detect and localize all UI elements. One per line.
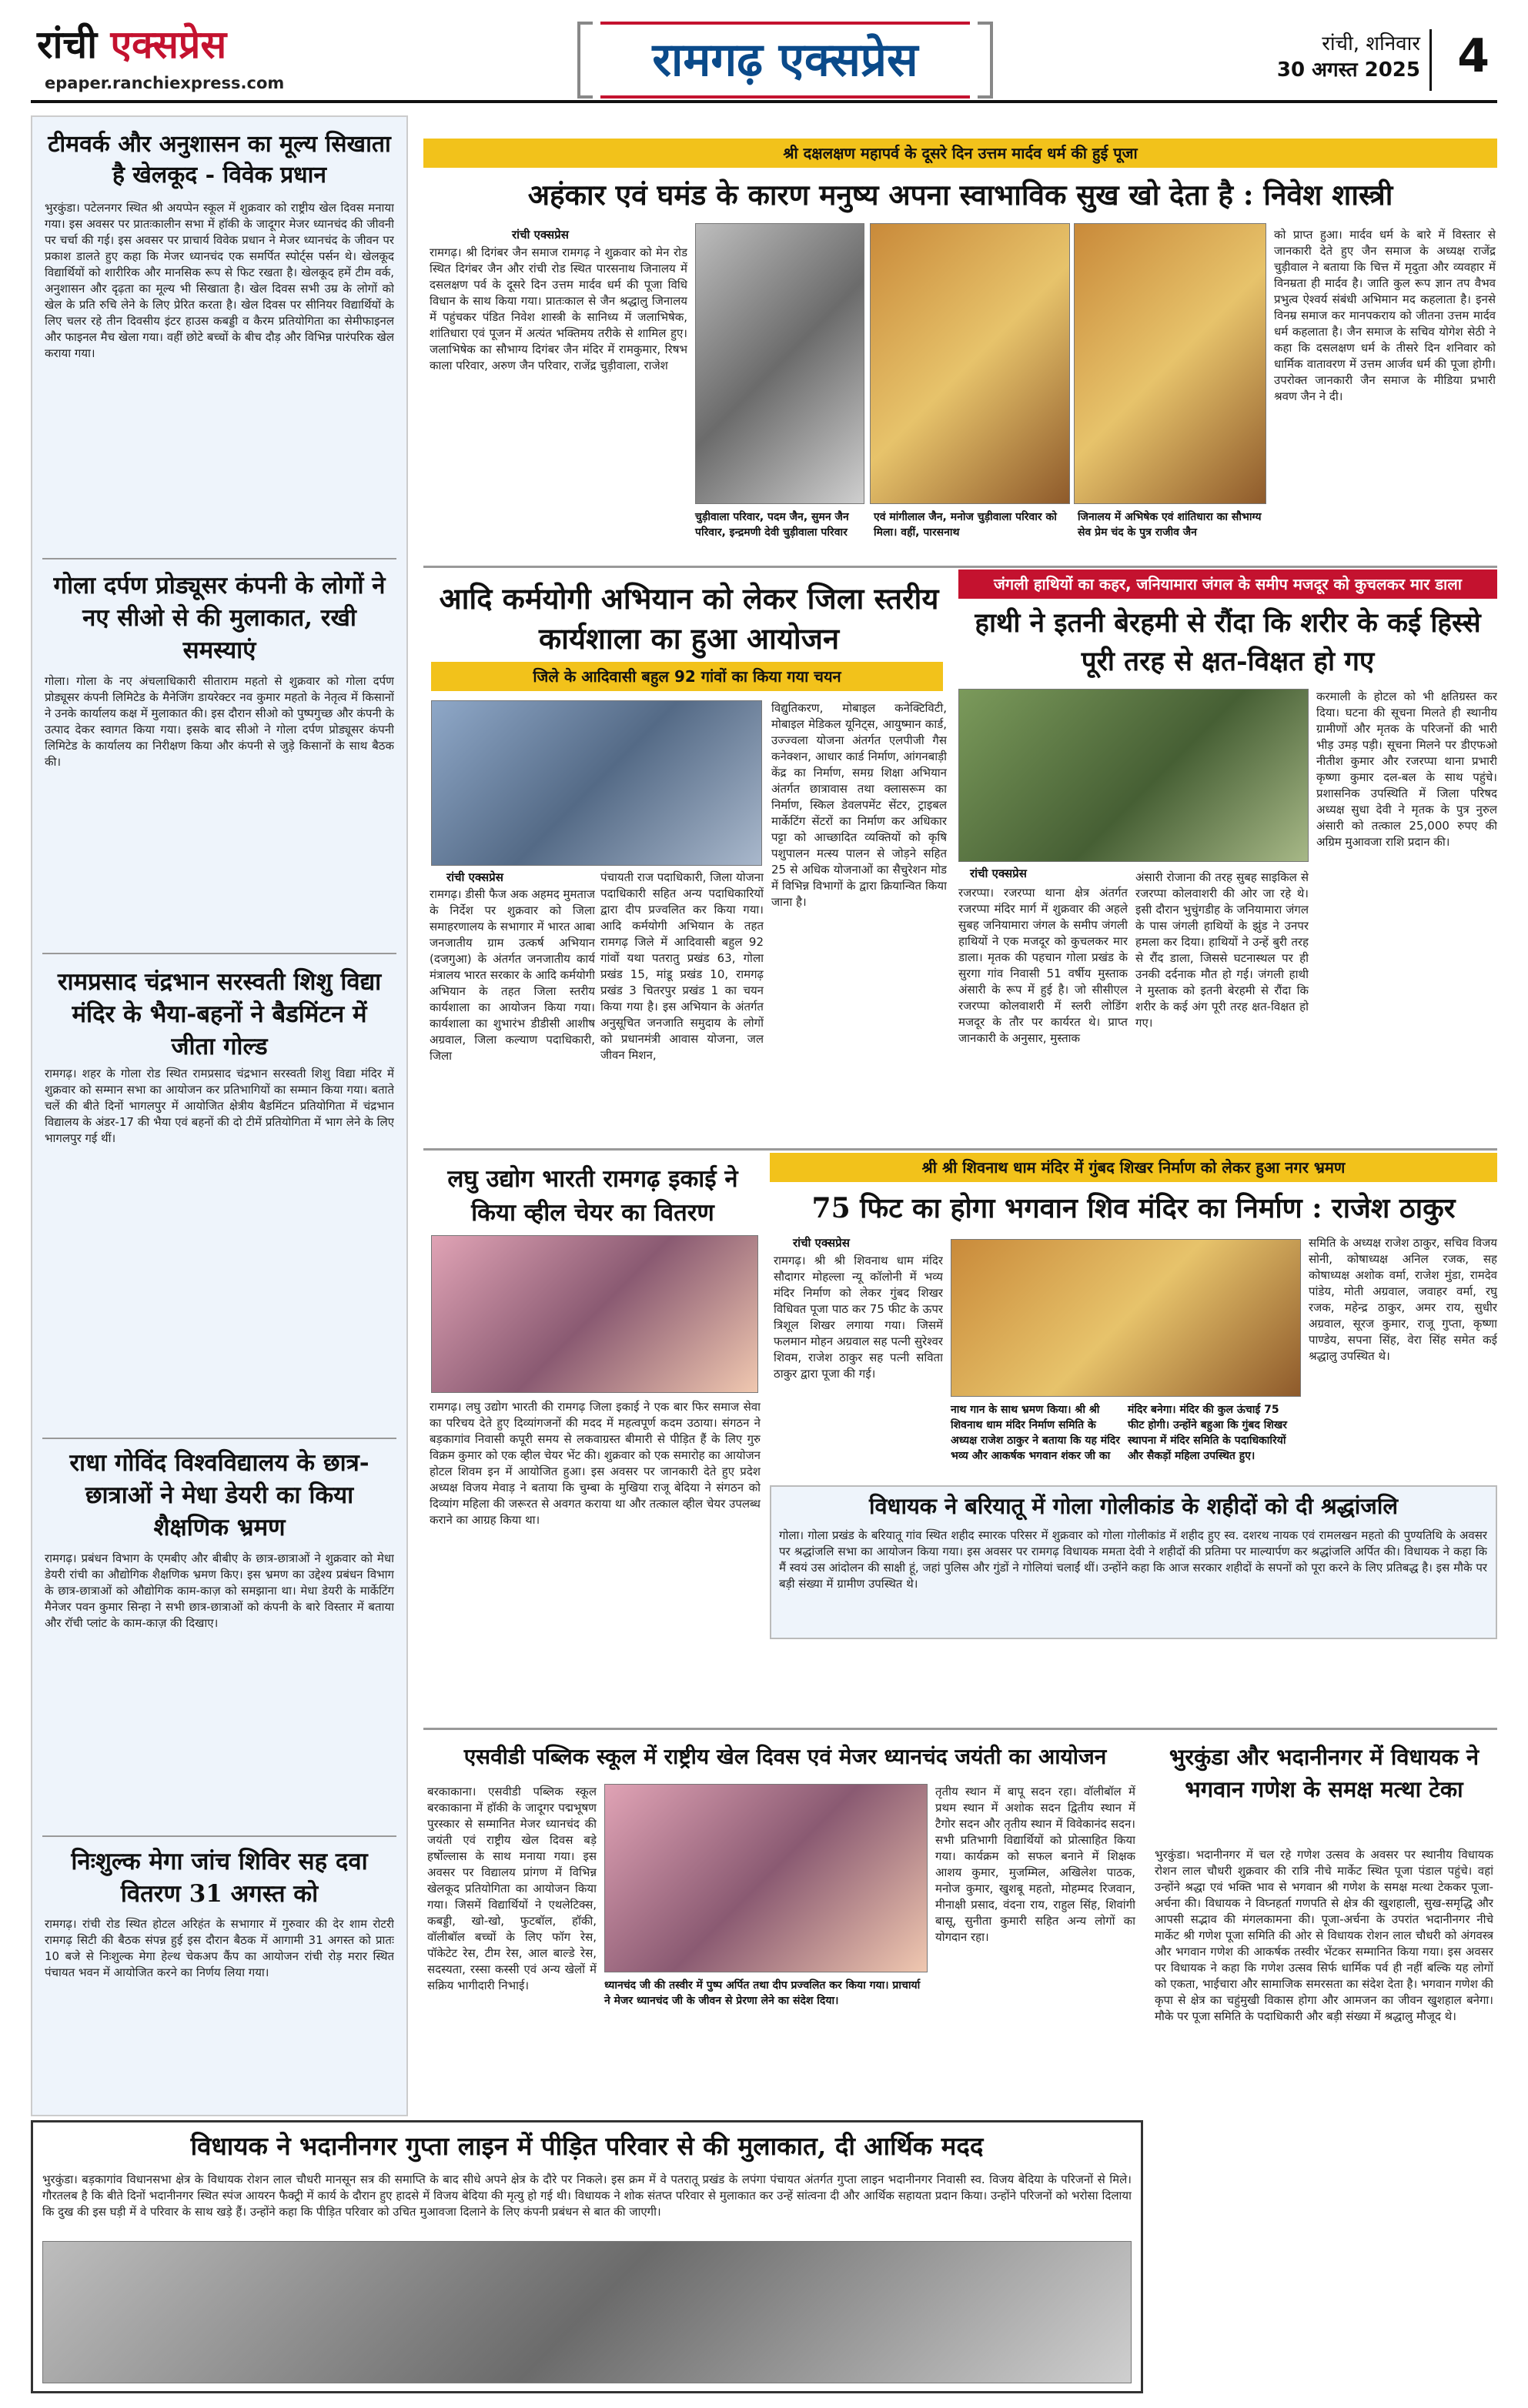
divider [42,953,396,954]
temple-byline: रांची एक्सप्रेस [793,1236,850,1250]
photo-elephant-scene [958,689,1309,862]
sports-article-part2: तृतीय स्थान में बापू सदन रहा। वॉलीबॉल में प्रथम स्थान में अशोक सदन द्वितीय स्थान में टैगोर सदन और तृतीय स्थान में विवेकानंद सदन। सभी प्रतिभागी विद्यार्थियों को प्रोत्साहित किया गया। कार्यक्रम को सफल बनाने में शिक्षक आशय कुमार, मुजम्मिल, अखिलेश पाठक, मनोज कुमार, खुशबू महतो, मोहम्मद रिजवान, मीनाक्षी प्रसाद, वंदना राय, राहुल सिंह, शिवांगी बासू, सुनीता कुमारी सहित अन्य लोगों का योगदान रहा। [935,1785,1135,1944]
headline-badminton: रामप्रसाद चंद्रभान सरस्वती शिशु विद्या मंदिर के भैया-बहनों ने बैडमिंटन में जीता गोल्ड [57,968,382,1060]
section-title: रामगढ़ एक्सप्रेस [600,22,970,99]
headline-elephant: हाथी ने इतनी बेरहमी से रौंदा कि शरीर के कई हिस्से पूरी तरह से क्षत-विक्षत हो गए [975,607,1481,677]
elephant-byline: रांची एक्सप्रेस [970,867,1027,880]
logo-brand: एक्सप्रेस [110,22,227,67]
title-bracket-right [978,22,993,99]
headline-family: विधायक ने भदानीनगर गुप्ता लाइन में पीड़ित परिवार से की मुलाकात, दी आर्थिक मदद [190,2131,984,2161]
headline-health-camp: निःशुल्क मेगा जांच शिविर सह दवा वितरण 31 अगस्त को [71,1848,368,1908]
top-byline: रांची एक्सप्रेस [512,228,569,242]
adi-article-part1: रामगढ़। डीसी फैज अक अहमद मुमताज के निर्देश पर शुक्रवार को जिला समाहरणालय के सभागार में भारत आबा जनजातीय ग्राम उत्कर्ष अभियान (दजगुआ) के अंतर्गत जनजातीय कार्य मंत्रालय भारत सरकार के आदि कर्मयोगी अभियान के तहत जिला स्तरीय कार्यशाला का आयोजन किया गया। कार्यशाला का शुभारंभ डीडीसी आशीष अग्रवाल, जिला कल्याण पदाधिकारी, जिला [430,887,595,1063]
top-article-part1: रामगढ़। श्री दिगंबर जैन समाज रामगढ़ ने शुक्रवार को मेन रोड स्थित दिगंबर जैन और रांची रोड स्थित पारसनाथ जिनालय में दसलक्षण पर्व के दूसरे दिन उत्तम मार्दव धर्म की पूजा विधि विधान के साथ किया गया। प्रातःकाल से जैन श्रद्धालु जिनालय में पहुंचकर पंडित निवेश शास्त्री के सानिध्य में जलाभिषेक, शांतिधारा एवं पूजन में अत्यंत भक्तिमय तरीके से शामिल हुए। जलाभिषेक का सौभाग्य दिगंबर जैन मंदिर में रामकुमार, रिषभ काला परिवार, अरुण जैन परिवार, राजेंद्र चुड़ीवाला, राजेश [430,245,687,372]
top-caption-1: चुड़ीवाला परिवार, पदम जैन, सुमन जैन परिवार, इन्द्रमणी देवी चुड़ीवाला परिवार [695,511,849,539]
divider [42,1835,396,1837]
elephant-article-part1: रजरप्पा। रजरप्पा थाना क्षेत्र अंतर्गत रजरप्पा मंदिर मार्ग में शुक्रवार की अहले सुबह जनियामारा जंगल के समीप जंगली हाथियों ने एक मजदूर को कुचलकर मार डाला। मृतक की पहचान गोला प्रखंड के सुरगा गांव निवासी 51 वर्षीय मुस्ताक अंसारी के रूप में हुई है। जो सीसीएल रजरप्पा कोलवाशरी में स्लरी लोडिंग मजदूर के तौर पर कार्यरत थे। प्राप्त जानकारी के अनुसार, मुस्ताक [958,886,1128,1045]
headline-temple: 75 फिट का होगा भगवान शिव मंदिर का निर्माण : राजेश ठाकुर [811,1192,1456,1224]
city-day: रांची, शनिवार [1322,32,1420,55]
adi-article-part3: विद्युतिकरण, मोबाइल कनेक्टिविटी, मोबाइल मेडिकल यूनिट्स, आयुष्मान कार्ड, उज्ज्वला योजना अंतर्गत एलपीजी गैस कनेक्शन, आधार कार्ड निर्माण, आंगनबाड़ी केंद्र का निर्माण, समग्र शिक्षा अभियान अंतर्गत छात्रावास तथा क्लासरूम का निर्माण, स्किल डेवलपमेंट सेंटर, ट्राइबल मार्केटिंग सेंटरों का निर्माण कर अधिकार पट्टा को आच्छादित व्यक्तियों को कृषि पशुपालन मत्स्य पालन से जोड़ने सहित 25 से अधिक योजनाओं का सैचुरेशन मोड में विभिन्न विभागों के द्वारा क्रियान्वित किया जाना है। [771,701,947,909]
divider [42,558,396,559]
temple-caption-2: मंदिर बनेगा। मंदिर की कुल ऊंचाई 75 फीट होगी। उन्होंने बहुआ कि गुंबद शिखर स्थापना में मंदिर समिति के पदाधिकारियों और सैकड़ों महिला उपस्थित हुए। [1128,1404,1288,1462]
article-gola-darpan: गोला। गोला के नए अंचलाधिकारी सीताराम महतो से शुक्रवार को गोला दर्पण प्रोड्यूसर कंपनी लिमिटेड के मैनेजिंग डायरेक्टर नव कुमार महतो के नेतृत्व में किसानों ने उनके कार्यालय कक्ष में मुलाकात की। इस दौरान सीओ को पुष्पगुच्छ और कंपनी के उत्पाद देकर स्वागत किया गया। इसके बाद सीओ ने गोला दर्पण प्रोड्यूसर कंपनी लिमिटेड के कार्यालय का निरीक्षण किया और कंपनी से जुड़े किसानों के साथ बैठक की। [45,674,394,769]
adi-article-part2: पंचायती राज पदाधिकारी, जिला योजना पदाधिकारी सहित अन्य पदाधिकारियों द्वारा दीप प्रज्वलित कर किया गया। आदि कर्मयोगी अभियान के तहत रामगढ़ जिले में आदिवासी बहुल 92 गांवों यथा पतरातु प्रखंड 63, गोला प्रखंड 15, मांडू प्रखंड 10, रामगढ़ प्रखंड 3 चितरपुर प्रखंड 1 का चयन किया गया है। इस अभियान के अंतर्गत अनुसूचित जनजाति समुदाय के लोगों को प्रधानमंत्री आवास योजना, जल जीवन मिशन, [600,870,764,1062]
headline-adi-karmayogi: आदि कर्मयोगी अभियान को लेकर जिला स्तरीय कार्यशाला का हुआ आयोजन [439,581,939,656]
article-dairy-visit: रामगढ़। प्रबंधन विभाग के एमबीए और बीबीए के छात्र-छात्राओं ने शुक्रवार को मेधा डेयरी रांची का औद्योगिक शैक्षणिक भ्रमण किए। इस भ्रमण का उद्देश्य प्रबंधन विभाग के छात्र-छात्राओं को औद्योगिक काम-काज़ को समझाना था। मेधा डेयरी के मार्केटिंग मैनेजर पवन कुमार सिन्हा ने सभी छात्र-छात्राओं को कंपनी के बारे विस्तार में बताया और रॉची प्लांट के काम-काज़ की दिखाए। [45,1551,394,1630]
divider [423,1728,1497,1730]
masthead-logo [37,17,329,78]
photo-jain-devotees [1074,223,1266,504]
elephant-article-part2: अंसारी रोजाना की तरह सुबह साइकिल से रजरप्पा कोलवाशरी की ओर जा रहे थे। इसी दौरान भुचुंगडीह के जनियामारा जंगल के पास जंगली हाथियों के झुंड ने उनपर हमला कर दिया। हाथियों ने उन्हें बुरी तरह से रौंद डाला, जिससे घटनास्थल पर ही उनकी दर्दनाक मौत हो गई। जंगली हाथी ने मुस्ताक को इतनी बेरहमी से रौंदा कि शरीर के कई अंग पूरी तरह क्षत-विक्षत हो गए। [1135,870,1309,1030]
headline-wheelchair: लघु उद्योग भारती रामगढ़ इकाई ने किया व्हील चेयर का वितरण [447,1165,738,1227]
temple-caption-1: नाथ गान के साथ भ्रमण किया। श्री श्री शिवनाथ धाम मंदिर निर्माण समिति के अध्यक्ष राजेश ठाकुर ने बताया कि यह मंदिर भव्य और आकर्षक भगवान शंकर जी का [951,1404,1120,1462]
elephant-kicker: जंगली हाथियों का कहर, जनियामारा जंगल के समीप मजदूर को कुचलकर मार डाला [958,569,1497,599]
photo-temple-procession [951,1239,1301,1397]
temple-kicker: श्री श्री शिवनाथ धाम मंदिर में गुंबद शिखर निर्माण को लेकर हुआ नगर भ्रमण [770,1153,1497,1182]
photo-workshop [431,700,762,866]
headline-teamwork: टीमवर्क और अनुशासन का मूल्य सिखाता है खेलकूद - विवेक प्रधान [48,131,391,189]
adi-karmayogi-kicker: जिले के आदिवासी बहुल 92 गांवों का किया गया चयन [431,662,943,691]
article-health-camp: रामगढ़। रांची रोड स्थित होटल अरिहंत के सभागार में गुरुवार की देर शाम रोटरी रामगढ़ सिटी की बैठक संपन्न हुई इस दौरान बैठक में आगामी 31 अगस्त को प्रातः 10 बजे से निःशुल्क मेगा हेल्थ चेकअप कैंप का आयोजन रांची रोड़ मरार स्थित पंचायत भवन में आयोजित करने का निर्णय लिया गया। [45,1917,394,1979]
article-wheelchair: रामगढ़। लघु उद्योग भारती की रामगढ़ जिला इकाई ने एक बार फिर समाज सेवा का परिचय देते हुए दिव्यांगजनों की मदद में महत्वपूर्ण कदम उठाया। संगठन ने बड़कागांव निवासी कपूरी समय से लकवाग्रस्त बीमारी से पीड़ित हैं के लिए गुरु विक्रम कुमार को एक व्हील चेयर भेंट की। शुक्रवार को एक समारोह का आयोजन होटल शिवम इन में आयोजित हुआ। इस अवसर पर जानकारी देते हुए प्रदेश अध्यक्ष विजय मेवाड़ ने बताया कि चुम्बा के मुखिया राजू बेदिया ने संगठन को दिव्यांग महिला की जरूरत से अवगत कराया था और तत्काल व्हील चेयर उपलब्ध कराने का आग्रह किया था। [430,1400,761,1527]
photo-tirthankar-idol [695,223,864,504]
top-caption-3: जिनालय में अभिषेक एवं शांतिधारा का सौभाग्य सेव प्रेम चंद के पुत्र राजीव जैन [1078,511,1262,539]
headline-dairy-visit: राधा गोविंद विश्वविद्यालय के छात्र-छात्राओं ने मेधा डेयरी का किया शैक्षणिक भ्रमण [69,1449,369,1541]
adi-byline: रांची एक्सप्रेस [446,870,503,884]
headline-martyrs: विधायक ने बरियातू में गोला गोलीकांड के शहीदों को दी श्रद्धांजलि [869,1493,1398,1519]
title-bracket-left [577,22,593,99]
page-number: 4 [1457,29,1490,83]
dateline [1277,31,1420,83]
logo-city: रांची [37,22,98,67]
issue-date: 30 अगस्त 2025 [1276,58,1420,82]
divider [42,1438,396,1439]
temple-article-part1: रामगढ़। श्री श्री शिवनाथ धाम मंदिर सौदागर मोहल्ला न्यू कॉलोनी में भव्य मंदिर निर्माण को लेकर गुंबद शिखर विधिवत पूजा पाठ कर 75 फीट के ऊपर त्रिशूल शिखर लगाया गया। जिसमें फलमान मोहन अग्रवाल सह पत्नी सुरेश्वर शिवम, राजेश ठाकुर सह पत्नी सविता ठाकुर द्वारा पूजा की गई। [774,1254,943,1381]
photo-family-visit [42,2241,1132,2383]
article-badminton: रामगढ़। शहर के गोला रोड स्थित रामप्रसाद चंद्रभान सरस्वती शिशु विद्या मंदिर में शुक्रवार को सम्मान सभा का आयोजन कर प्रतिभागियों का सम्मान किया गया। बताते चलें की बीते दिनों भागलपुर में आयोजित क्षेत्रीय बैडमिंटन प्रतियोगिता में चंद्रभान विद्यालय के अंडर-17 की भैया एवं बहनों की दो टीमें प्रतियोगिता में भाग लेने के लिए भागलपुर गई थीं। [45,1067,394,1145]
photo-sports-day [604,1784,928,1972]
divider [423,566,1497,568]
top-kicker: श्री दक्षलक्षण महापर्व के दूसरे दिन उत्तम मार्दव धर्म की हुई पूजा [423,139,1497,168]
headline-sports-day: एसवीडी पब्लिक स्कूल में राष्ट्रीय खेल दिवस एवं मेजर ध्यानचंद जयंती का आयोजन [463,1744,1107,1769]
date-divider [1429,29,1432,91]
headline-gola-darpan: गोला दर्पण प्रोड्यूसर कंपनी के लोगों ने नए सीओ से की मुलाकात, रखी समस्याएं [53,572,386,664]
article-family: भुरकुंडा। बड़कागांव विधानसभा क्षेत्र के विधायक रोशन लाल चौधरी मानसून सत्र की समाप्ति के बाद सीधे अपने क्षेत्र के दौरे पर निकले। इस क्रम में वे पतरातू प्रखंड के लपंगा पंचायत अंतर्गत गुप्ता लाइन भदानीनगर निवासी स्व. विजय बेदिया के परिजनों से मिले। गौरतलब है कि बीते दिनों भदानीनगर स्थित स्पंज आयरन फैक्ट्री में कार्य के दौरान हुए हादसे में विजय बेदिया की मृत्यु हो गई थी। विधायक ने शोक संतप्त परिवार से मुलाकात कर उन्हें सांत्वना दी और आर्थिक सहायता प्रदान किया। उन्होंने परिजनों को भरोसा दिलाया कि दुख की इस घड़ी में वे परिवार के साथ खड़े हैं। उन्होंने कहा कि पीड़ित परिवार को उचित मुआवजा दिलाने के लिए कंपनी प्रबंधन से बात की जाएगी। [42,2173,1132,2219]
sports-caption: ध्यानचंद जी की तस्वीर में पुष्प अर्पित तथा दीप प्रज्वलित कर किया गया। प्राचार्या ने मेजर ध्यानचंद जी के जीवन से प्रेरणा लेने का संदेश दिया। [604,1979,921,2007]
top-headline: अहंकार एवं घमंड के कारण मनुष्य अपना स्वाभाविक सुख खो देता है : निवेश शास्त्री [527,178,1393,212]
sports-article-part1: बरकाकाना। एसवीडी पब्लिक स्कूल बरकाकाना में हॉकी के जादूगर पद्मभूषण पुरस्कार से सम्मानित मेजर ध्यानचंद की जयंती एवं राष्ट्रीय खेल दिवस बड़े हर्षोल्लास के साथ मनाया गया। इस अवसर पर विद्यालय प्रांगण में विभिन्न खेलकूद प्रतियोगिता का आयोजन किया गया। जिसमें विद्यार्थियों ने एथलेटिक्स, कबड्डी, खो-खो, फुटबॉल, हॉकी, वॉलीबॉल बच्चों के लिए फॉग रेस, पॉकेटेट रेस, टीम रेस, आल बाल्डे रेस, सदस्यता, रस्सा कस्सी एवं अन्य खेलों में सक्रिय भागीदारी निभाई। [427,1785,597,1992]
top-article-part2: को प्राप्त हुआ। मार्दव धर्म के बारे में विस्तार से जानकारी देते हुए जैन समाज के अध्यक्ष राजेंद्र चुड़ीवाल ने बताया कि चित्त में मृदुता और व्यवहार में विनम्रता ही मार्दव है। जाति कुल रूप ज्ञान तप वैभव प्रभुत्व ऐश्वर्य संबंधी अभिमान मद कहलाता है। इनसे विनम्र समाज कर मानपकराय को जीतना उत्तम मार्दव धर्म कहलाता है। जैन समाज के सचिव योगेश सेठी ने कहा कि दसलक्षण धर्म के तीसरे दिन शनिवार को धार्मिक वातावरण में उत्तम आर्जव धर्म की पूजा होगी। उपरोक्त जानकारी जैन समाज के मीडिया प्रभारी श्रवण जैन ने दी। [1274,228,1496,403]
article-ganesh: भुरकुंडा। भदानीनगर में चल रहे गणेश उत्सव के अवसर पर स्थानीय विधायक रोशन लाल चौधरी शुक्रवार की रात्रि नीचे मार्केट स्थित पूजा पंडाल पहुंचे। वहां उन्होंने श्रद्धा एवं भक्ति भाव से भगवान श्री गणेश के समक्ष मत्था टेककर पूजा-अर्चना की। विधायक ने विघ्नहर्ता गणपति से क्षेत्र की खुशहाली, सुख-समृद्धि और आपसी सद्भाव की मंगलकामना की। पूजा-अर्चना के उपरांत भदानीनगर नीचे मार्केट श्री गणेश पूजा समिति की ओर से विधायक रोशन लाल चौधरी को अंगवस्त्र और भगवान गणेश की आकर्षक तस्वीर भेंटकर सम्मानित किया गया। इस अवसर पर विधायक ने कहा कि गणेश उत्सव सिर्फ धार्मिक पर्व ही नहीं बल्कि यह लोगों को एकता, भाईचारा और सामाजिक समरसता का संदेश देता है। भगवान गणेश की कृपा से क्षेत्र का चहुंमुखी विकास होगा और आमजन का जीवन खुशहाल बनेगा। मौके पर पूजा समिति के पदाधिकारी और बड़ी संख्या में श्रद्धालु मौजूद थे। [1155,1848,1493,2023]
photo-wheelchair [431,1235,758,1393]
epaper-url[interactable]: epaper.ranchiexpress.com [45,74,285,92]
masthead-rule [31,100,1497,103]
headline-ganesh: भुरकुंडा और भदानीनगर में विधायक ने भगवान गणेश के समक्ष मत्था टेका [1169,1744,1480,1802]
divider [423,1148,1497,1151]
temple-article-part2: समिति के अध्यक्ष राजेश ठाकुर, सचिव विजय सोनी, कोषाध्यक्ष अनिल रजक, सह कोषाध्यक्ष अशोक वर्मा, राजेश मुंडा, रामदेव पांडेय, मोती अग्रवाल, जवाहर वर्मा, रघु रजक, महेन्द्र ठाकुर, अमर राय, सुधीर अग्रवाल, सूरज कुमार, राजू गुप्ता, कृष्णा पाण्डेय, सपना सिंह, वेरा सिंह समेत कई श्रद्धालु उपस्थित थे। [1309,1236,1497,1363]
article-martyrs: गोला। गोला प्रखंड के बरियातू गांव स्थित शहीद स्मारक परिसर में शुक्रवार को गोला गोलीकांड में शहीद हुए स्व. दशरथ नायक एवं रामलखन महतो की पुण्यतिथि के अवसर पर श्रद्धांजलि सभा का आयोजन किया गया। इस अवसर पर रामगढ़ विधायक ममता देवी ने शहीदों की प्रतिमा पर माल्यार्पण कर श्रद्धांजलि अर्पित की। विधायक ने कहा कि मैं स्वयं उस आंदोलन की साक्षी हूं, जहां पुलिस और गुंडों ने गोलियां चलाईं थीं। उन्होंने कहा कि आज सरकार शहीदों के सपनों को पूरा करने के लिए प्रतिबद्ध है। इस मौके पर बड़ी संख्या में ग्रामीण उपस्थित थे। [779,1528,1487,1591]
elephant-article-part3: करमाली के होटल को भी क्षतिग्रस्त कर दिया। घटना की सूचना मिलते ही स्थानीय ग्रामीणों और मृतक के परिजनों की भारी भीड़ उमड़ पड़ी। सूचना मिलने पर डीएफओ नीतीश कुमार और रजरप्पा थाना प्रभारी कृष्णा कुमार दल-बल के साथ पहुंचे। प्रशासनिक उपस्थिति में जिला परिषद अध्यक्ष सुधा देवी ने मृतक के पुत्र नुरुल अंसारी को तत्काल 25,000 रुपए की अग्रिम मुआवजा राशि प्रदान की। [1316,690,1497,849]
photo-jain-puja [870,223,1070,504]
top-caption-2: एवं मांगीलाल जैन, मनोज चुड़ीवाला परिवार को मिला। वहीं, पारसनाथ [874,511,1057,539]
article-teamwork: भुरकुंडा। पटेलनगर स्थित श्री अयप्पेन स्कूल में शुक्रवार को राष्ट्रीय खेल दिवस मनाया गया। इस अवसर पर प्रातःकालीन सभा में हॉकी के जादूगर मेजर ध्यानचंद की जीवनी पर चर्चा की गई। इस अवसर पर प्राचार्य विवेक प्रधान ने मेजर ध्यानचंद के जीवन पर प्रकाश डालते हुए कहा कि मेजर ध्यानचंद एक समर्पित स्पोर्ट्स पर्सन थे। खेलकूद विद्यार्थियों को शारीरिक और मानसिक रूप से फिट रखता है। खेलकूद हमें टीम वर्क, अनुशासन और दृढ़ता का मूल्य भी सिखाता है। खेल दिवस सभी उम्र के लोगों को खेल के प्रति रुचि लेने के लिए प्रेरित करता है। खेल दिवस पर सीनियर विद्यार्थियों के लिए चलर रहे तीन दिवसीय इंटर हाउस कबड्डी व कैरम प्रतियोगिता का सेमीफाइनल और फाइनल मैच खेला गया। वहीं छोटे बच्चों के बीच दौड़ और विभिन्न पारंपरिक खेल कराया गया। [45,201,394,360]
